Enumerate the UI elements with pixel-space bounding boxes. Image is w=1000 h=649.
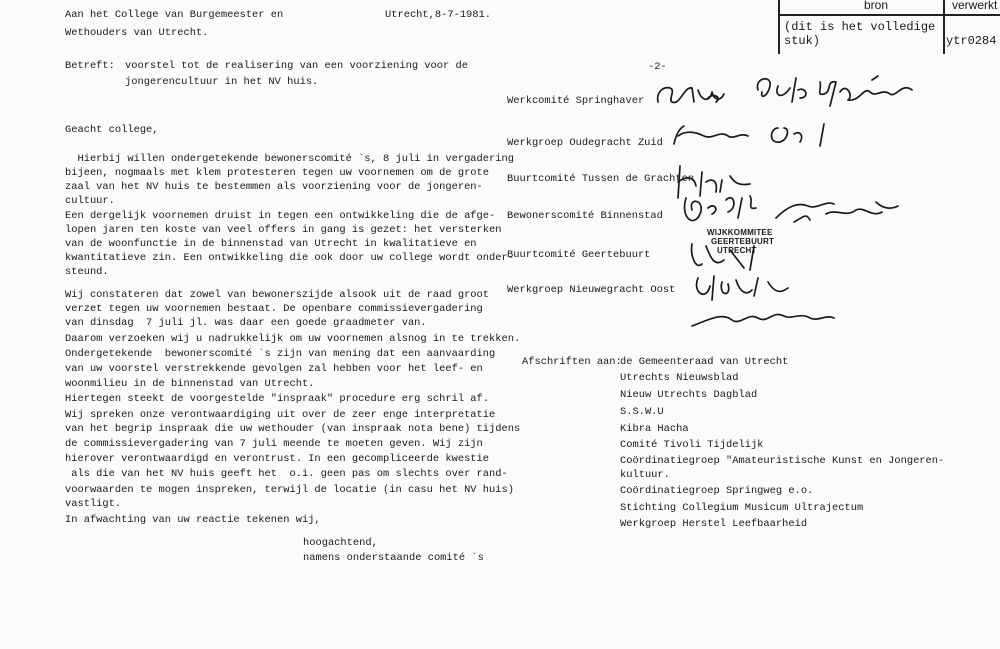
copy-recipient: Stichting Collegium Musicum Ultrajectum: [620, 502, 864, 514]
stamp-wijkkommitee: [707, 228, 774, 255]
body-line: de commissievergadering van 7 juli meende te moeten geven. Wij zijn: [65, 438, 483, 450]
committee-name: Werkgroep Oudegracht Zuid: [507, 137, 663, 149]
body-line: Een dergelijk voornemen druist in tegen een ontwikkeling die de afge-: [65, 210, 496, 222]
signature-nieuwegracht-oost: [688, 272, 848, 342]
copy-recipient: Utrechts Nieuwsblad: [620, 372, 739, 384]
body-line: cultuur.: [65, 195, 115, 207]
subject-label: Betreft:: [65, 60, 115, 72]
page-number: -2-: [648, 61, 667, 73]
body-line: kwantitatieve zin. Een ontwikkeling die ook door uw college wordt onder-: [65, 252, 514, 264]
body-line: bijeen, nogmaals met klem protesteren tegen uw voornemen om de grote: [65, 167, 490, 179]
copy-recipient: Comité Tivoli Tijdelijk: [620, 439, 764, 451]
body-line: van uw voorstel verstrekkende gevolgen zal hebben voor het leef- en: [65, 363, 483, 375]
archive-header: [778, 0, 1000, 54]
body-line: hierover verontwaardigd en verontrust. In een gecompliceerde kwestie: [65, 453, 490, 465]
body-line: van de woonfunctie in de binnenstad van Utrecht in kwalitatieve en: [65, 238, 477, 250]
body-line: zaal van het NV huis te bestemmen als voorziening voor de jongeren-: [65, 181, 483, 193]
body-line: lopen jaren ten koste van veel offers in gang is gezet: het versterken: [65, 224, 502, 236]
body-line: Wij constateren dat zowel van bewonerszijde alsook uit de raad groot: [65, 289, 490, 301]
archive-note-line1: (dit is het volledige: [784, 20, 936, 34]
copy-recipient: S.S.W.U: [620, 406, 664, 418]
body-line: Wij spreken onze verontwaardiging uit over de zeer enge interpretatie: [65, 409, 496, 421]
body-line: In afwachting van uw reactie tekenen wij,: [65, 514, 321, 526]
body-line: van dinsdag 7 juli jl. was daar een goede graadmeter van.: [65, 317, 427, 329]
stamp-line: GEERTEBUURT: [711, 237, 775, 246]
closing-line2: namens onderstaande comité `s: [303, 552, 484, 564]
copy-recipient: Nieuw Utrechts Dagblad: [620, 389, 758, 401]
subject-line2: jongerencultuur in het NV huis.: [125, 76, 319, 88]
body-line: woonmilieu in de binnenstad van Utrecht.: [65, 378, 315, 390]
committee-name: Buurtcomité Geertebuurt: [507, 249, 651, 261]
stamp-line: WIJKKOMMITEE: [707, 228, 773, 237]
committee-name: Bewonerscomité Binnenstad: [507, 210, 663, 222]
copy-recipient: de Gemeenteraad van Utrecht: [620, 356, 789, 368]
archive-col-verwerkt: verwerkt: [952, 0, 998, 12]
body-line: Ondergetekende bewonerscomité `s zijn van mening dat een aanvaarding: [65, 348, 496, 360]
body-line: als die van het NV huis geeft het o.i. geen pas om slechts over rand-: [65, 468, 508, 480]
signature-oudegracht-zuid: [668, 120, 868, 150]
copies-label: Afschriften aan:: [522, 356, 622, 368]
committee-name: Werkgroep Nieuwegracht Oost: [507, 284, 676, 296]
archive-ref-code: ytr0284: [946, 34, 997, 48]
body-line: vastligt.: [65, 498, 122, 510]
body-line: steund.: [65, 266, 109, 278]
subject-line1: voorstel tot de realisering van een voorziening voor de: [125, 60, 468, 72]
copy-recipient: Coördinatiegroep "Amateuristische Kunst en Jongeren-: [620, 455, 945, 467]
archive-col-bron: bron: [864, 0, 889, 12]
body-line: Daarom verzoeken wij u nadrukkelijk om uw voornemen alsnog in te trekken.: [65, 333, 521, 345]
stamp-line: UTRECHT: [717, 246, 757, 255]
salutation: Geacht college,: [65, 124, 159, 136]
archive-note-line2: stuk): [784, 34, 821, 48]
copy-recipient: Werkgroep Herstel Leefbaarheid: [620, 518, 808, 530]
closing-line1: hoogachtend,: [303, 537, 378, 549]
address-line1: Aan het College van Burgemeester en: [65, 9, 284, 21]
copy-recipient: Kibra Hacha: [620, 423, 689, 435]
address-line2: Wethouders van Utrecht.: [65, 27, 209, 39]
place-date: Utrecht,8-7-1981.: [385, 9, 492, 21]
body-line: Hierbij willen ondergetekende bewonerscomité `s, 8 juli in vergadering: [65, 153, 514, 165]
committee-name: Werkcomité Springhaver: [507, 95, 645, 107]
copy-recipient: Coördinatiegroep Springweg e.o.: [620, 485, 814, 497]
copy-recipient: kultuur.: [620, 469, 670, 481]
committee-name: Buurtcomité Tussen de Grachten: [507, 173, 695, 185]
signature-springhaver: [650, 72, 930, 117]
body-line: verzet tegen uw voornemen bestaat. De openbare commissievergadering: [65, 303, 483, 315]
body-line: Hiertegen steekt de voorgestelde "inspraak" procedure erg schril af.: [65, 393, 490, 405]
body-line: voorwaarden te mogen inspreken, terwijl de locatie (in casu het NV huis): [65, 484, 514, 496]
body-line: van het begrip inspraak die uw wethouder (van inspraak nota bene) tijdens: [65, 423, 521, 435]
